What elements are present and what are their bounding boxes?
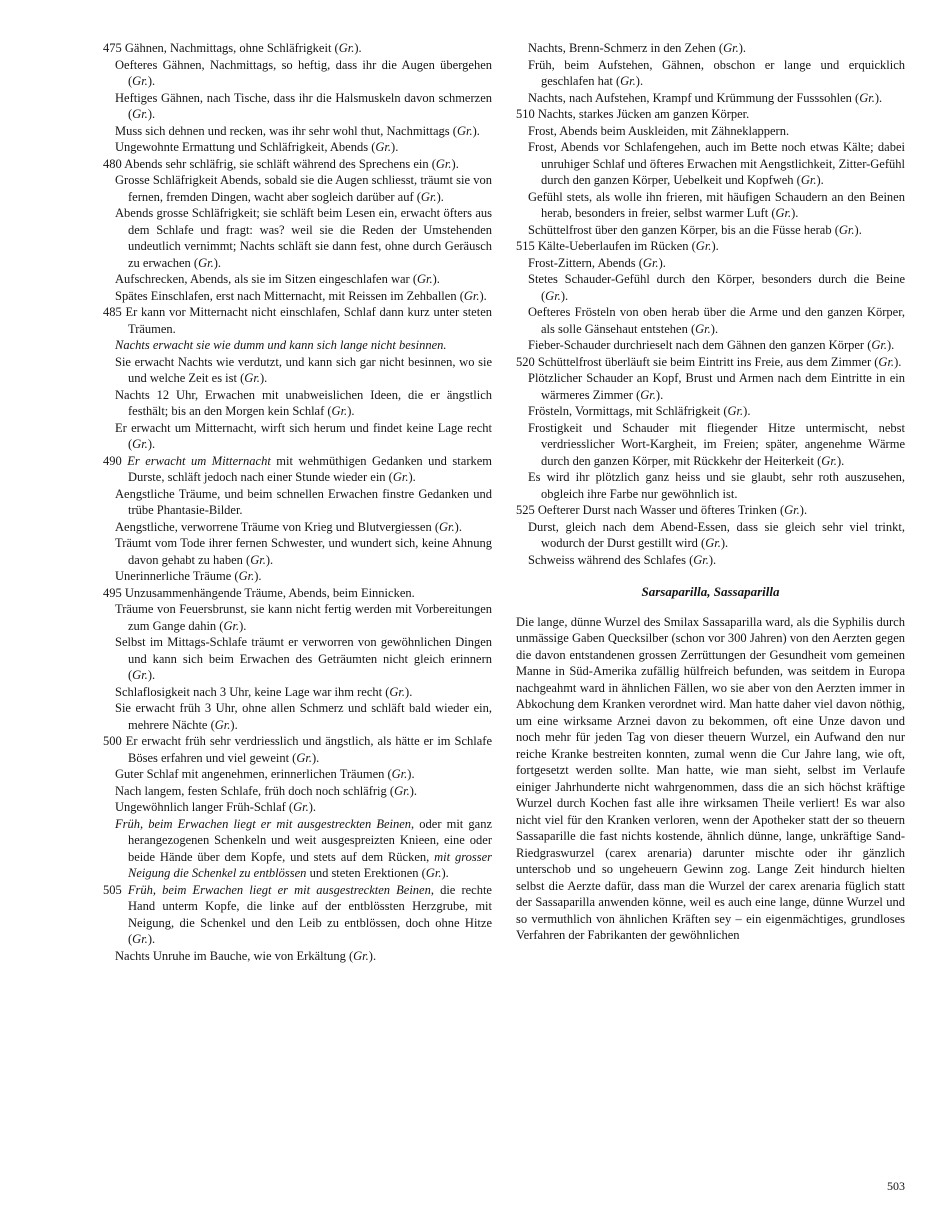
symptom-entry: Oefteres Gähnen, Nachmittags, so heftig, dass ihr die Augen übergehen (Gr.).: [115, 57, 492, 88]
section-heading: Sarsaparilla, Sassaparilla: [641, 584, 780, 599]
entry-number: 520: [516, 354, 535, 369]
symptom-entry: Träumt vom Tode ihrer fernen Schwester, und wundert sich, keine Ahnung davon gehabt zu haben (Gr.).: [115, 536, 492, 567]
symptom-entry: 480 Abends sehr schläfrig, sie schläft während des Sprechens ein (Gr.).: [103, 156, 459, 171]
entry-number: 500: [103, 734, 122, 748]
symptom-entry: Früh, beim Aufstehen, Gähnen, obschon er lange und erquicklich geschlafen hat (Gr.).: [528, 57, 905, 88]
entry-number: 485: [103, 305, 122, 319]
symptom-entry: Frost, Abends vor Schlafengehen, auch im Bette noch etwas Kälte; dabei unruhiger Schlaf und öfteres Erwachen mit Aengstlichkeit, Zitter-Gefühl durch den ganzen Körper, Uebelkeit und Kopfweh (Gr.).: [528, 140, 905, 187]
entry-number: 525: [516, 503, 535, 517]
page-number: 503: [887, 1179, 905, 1193]
page-columns: [103, 40, 905, 1175]
symptom-entry: 505 Früh, beim Erwachen liegt er mit ausgestreckten Beinen, die rechte Hand unterm Kopfe, die linke auf der entblössten Herzgrube, mit Neigung, die Schenkel und den Leib zu entblössen, doch ohne Hitze (Gr.).: [103, 882, 492, 946]
symptom-entry: Spätes Einschlafen, erst nach Mitternacht, mit Reissen im Zehballen (Gr.).: [115, 288, 487, 303]
symptom-entry: Frost, Abends beim Auskleiden, mit Zähneklappern.: [528, 123, 790, 138]
symptom-entry: Nach langem, festen Schlafe, früh doch noch schläfrig (Gr.).: [115, 783, 417, 798]
symptom-entry: Stetes Schauder-Gefühl durch den Körper, besonders durch die Beine (Gr.).: [528, 272, 905, 303]
right-column: [516, 40, 905, 1175]
symptom-entry: Nachts Unruhe im Bauche, wie von Erkältung (Gr.).: [115, 948, 377, 963]
symptom-entry: Frösteln, Vormittags, mit Schläfrigkeit (Gr.).: [528, 404, 751, 418]
symptom-entry: 490 Er erwacht um Mitternacht mit wehmüthigen Gedanken und starkem Durste, schläft jedoch nach einer Stunde wieder ein (Gr.).: [103, 453, 492, 484]
entry-number: 495: [103, 585, 122, 600]
symptom-entry: Frostigkeit und Schauder mit fliegender Hitze untermischt, nebst verdriesslicher Wort-Kargheit, im Freien; später, angenehme Wärme durch den ganzen Körper, mit Rückkehr der Heiterkeit (Gr.).: [528, 420, 905, 468]
symptom-entry: Nachts 12 Uhr, Erwachen mit unabweislichen Ideen, die er ängstlich festhält; bis an den Morgen kein Schlaf (Gr.).: [115, 387, 492, 418]
symptom-entry: Aengstliche Träume, und beim schnellen Erwachen finstre Gedanken und trübe Phantasie-Bilder.: [115, 486, 492, 517]
symptom-entry: Ungewöhnlich langer Früh-Schlaf (Gr.).: [115, 800, 317, 814]
symptom-entry: 515 Kälte-Ueberlaufen im Rücken (Gr.).: [516, 239, 719, 253]
entry-number: 490: [103, 453, 122, 468]
symptom-entry: Er erwacht um Mitternacht, wirft sich herum und findet keine Lage recht (Gr.).: [115, 420, 492, 451]
symptom-entry: 495 Unzusammenhängende Träume, Abends, beim Einnicken.: [103, 585, 415, 600]
entry-number: 480: [103, 156, 122, 171]
section-intro-paragraph: Die lange, dünne Wurzel des Smilax Sassaparilla ward, als die Syphilis durch unmässige Gaben Quecksilber (schon vor 300 Jahren) von den Aerzten gegen die davon entstandenen grossen Zerrüttungen der Gesundheit vom gemeinen Manne in Süd-Amerika zufällig hülfreich befunden, was seitdem in Europa nachgeahmt ward in ähnlichen Fällen, wo sie aber von den Aerzten immer in Abkochung dem Kranken verordnet wird. Man hatte daher viel davon nöthig, um eine wirksame Arznei davon zu bekommen, oft eine Unze davon und noch mehr für jeden Tag von dieser theuern Wurzel, ein Aufwand den nur reiche Kranke bestreiten konnten, zumal wenn die Cur Jahre lang, wie oft, fortgesetzt werden sollte. Man hatte, wie man sieht, selbst im Verlaufe einiger Jahrhunderte nicht wahrgenommen, dass die an sich höchst kräftige Wurzel durch Kochen fast alle ihre wirksamen Theile verliert! Es war also nicht viel für den Kranken verloren, wenn der Apotheker statt der so theuern Sassaparille die fast nichts kostende, ähnlich dünne, lange, unkräftige Sand-Riedgraswurzel (carex arenaria) darunter mischte oder ihr gänzlich unterschob und so ungeheuern Gewinn zog. Lange Zeit hindurch hielten selbst die Aerzte dafür, dass man die Wurzel der carex arenaria füglich statt der Sassaparilla anwenden könne, weil es auch eine lange, dünne Wurzel und so vermuthlich von ähnlichen Kräften sey – ein eigenmächtiges, grundloses Verfahren der Fabrikanten der gewöhnlichen: [516, 614, 905, 942]
symptom-entry: Schweiss während des Schlafes (Gr.).: [528, 552, 717, 567]
entry-number: 510: [516, 107, 535, 121]
symptom-entry: Abends grosse Schläfrigkeit; sie schläft beim Lesen ein, erwacht öfters aus dem Schlafe und fragt: was? weil sie die Reden der Umstehenden undeutlich vernimmt; Nachts schläft sie dann fest, ohne durch Geräusch zu erwachen (Gr.).: [115, 206, 492, 270]
symptom-entry: Guter Schlaf mit angenehmen, erinnerlichen Träumen (Gr.).: [115, 767, 415, 781]
symptom-entry: 520 Schüttelfrost überläuft sie beim Eintritt ins Freie, aus dem Zimmer (Gr.).: [516, 354, 902, 369]
symptom-entry: 510 Nachts, starkes Jücken am ganzen Körper.: [516, 107, 750, 121]
symptom-entry: Schüttelfrost über den ganzen Körper, bis an die Füsse herab (Gr.).: [528, 222, 862, 237]
symptom-entry: Frost-Zittern, Abends (Gr.).: [528, 255, 666, 270]
symptom-entry: Früh, beim Erwachen liegt er mit ausgestreckten Beinen, oder mit ganz herangezogenen Schenkeln und weit ausgespreizten Knieen, eine oder beide Hände über dem Kopfe, und stets auf dem Rücken, mit grosser Neigung die Schenkel zu entblössen und steten Erektionen (Gr.).: [115, 816, 492, 880]
symptom-entry: Muss sich dehnen und recken, was ihr sehr wohl thut, Nachmittags (Gr.).: [115, 123, 480, 138]
symptom-entry: 485 Er kann vor Mitternacht nicht einschlafen, Schlaf dann kurz unter steten Träumen.: [103, 305, 493, 336]
symptom-entry: Heftiges Gähnen, nach Tische, dass ihr die Halsmuskeln davon schmerzen (Gr.).: [115, 90, 492, 121]
symptom-entry: Durst, gleich nach dem Abend-Essen, dass sie gleich sehr viel trinkt, wodurch der Durst gestillt wird (Gr.).: [528, 519, 905, 550]
symptom-entry: 525 Oefterer Durst nach Wasser und öfteres Trinken (Gr.).: [516, 503, 808, 517]
symptom-entry: Träume von Feuersbrunst, sie kann nicht fertig werden mit Vorbereitungen zum Gange dahin (Gr.).: [115, 602, 492, 633]
right-column-entries: [516, 40, 905, 568]
symptom-entry: Nachts, nach Aufstehen, Krampf und Krümmung der Fusssohlen (Gr.).: [528, 90, 883, 105]
symptom-entry: Ungewohnte Ermattung und Schläfrigkeit, Abends (Gr.).: [115, 140, 399, 154]
symptom-entry: Unerinnerliche Träume (Gr.).: [115, 569, 262, 583]
symptom-entry: Nachts, Brenn-Schmerz in den Zehen (Gr.).: [528, 41, 747, 55]
symptom-entry: Es wird ihr plötzlich ganz heiss und sie glaubt, sehr roth auszusehen, obgleich ihre Farbe nur gewöhnlich ist.: [528, 470, 905, 501]
symptom-entry: Nachts erwacht sie wie dumm und kann sich lange nicht besinnen.: [115, 338, 447, 352]
symptom-entry: 475 Gähnen, Nachmittags, ohne Schläfrigkeit (Gr.).: [103, 41, 362, 55]
symptom-entry: Gefühl stets, als wolle ihn frieren, mit häufigen Schaudern an den Beinen herab, besonders in freier, selbst warmer Luft (Gr.).: [528, 189, 905, 220]
symptom-entry: Aufschrecken, Abends, als sie im Sitzen eingeschlafen war (Gr.).: [115, 272, 440, 286]
symptom-entry: Oefteres Frösteln von oben herab über die Arme und den ganzen Körper, als solle Gänsehaut entstehen (Gr.).: [528, 305, 905, 336]
entry-number: 505: [103, 882, 122, 897]
symptom-entry: Plötzlicher Schauder an Kopf, Brust und Armen nach dem Eintritte in ein wärmeres Zimmer (Gr.).: [528, 371, 905, 402]
left-column: [103, 40, 492, 1175]
symptom-entry: Sie erwacht früh 3 Uhr, ohne allen Schmerz und schläft bald wieder ein, mehrere Nächte (Gr.).: [115, 701, 492, 732]
page-footer: [103, 1175, 905, 1194]
symptom-entry: Selbst im Mittags-Schlafe träumt er verworren von gewöhnlichen Dingen und kann sich beim Erwachen des Geträumten nicht gleich erinnern (Gr.).: [115, 635, 492, 682]
symptom-entry: Sie erwacht Nachts wie verdutzt, und kann sich gar nicht besinnen, wo sie und welche Zeit es ist (Gr.).: [115, 354, 492, 385]
symptom-entry: Aengstliche, verworrene Träume von Krieg und Blutvergiessen (Gr.).: [115, 519, 462, 534]
symptom-entry: Grosse Schläfrigkeit Abends, sobald sie die Augen schliesst, träumt sie von fernen, fremden Dingen, wacht aber sogleich darüber auf (Gr.).: [115, 173, 492, 204]
symptom-entry: Schlaflosigkeit nach 3 Uhr, keine Lage war ihm recht (Gr.).: [115, 684, 413, 699]
symptom-entry: 500 Er erwacht früh sehr verdriesslich und ängstlich, als hätte er im Schlafe Böses erfahren und viel geweint (Gr.).: [103, 734, 492, 765]
entry-number: 475: [103, 41, 122, 55]
entry-number: 515: [516, 239, 535, 253]
symptom-entry: Fieber-Schauder durchrieselt nach dem Gähnen den ganzen Körper (Gr.).: [528, 338, 895, 352]
